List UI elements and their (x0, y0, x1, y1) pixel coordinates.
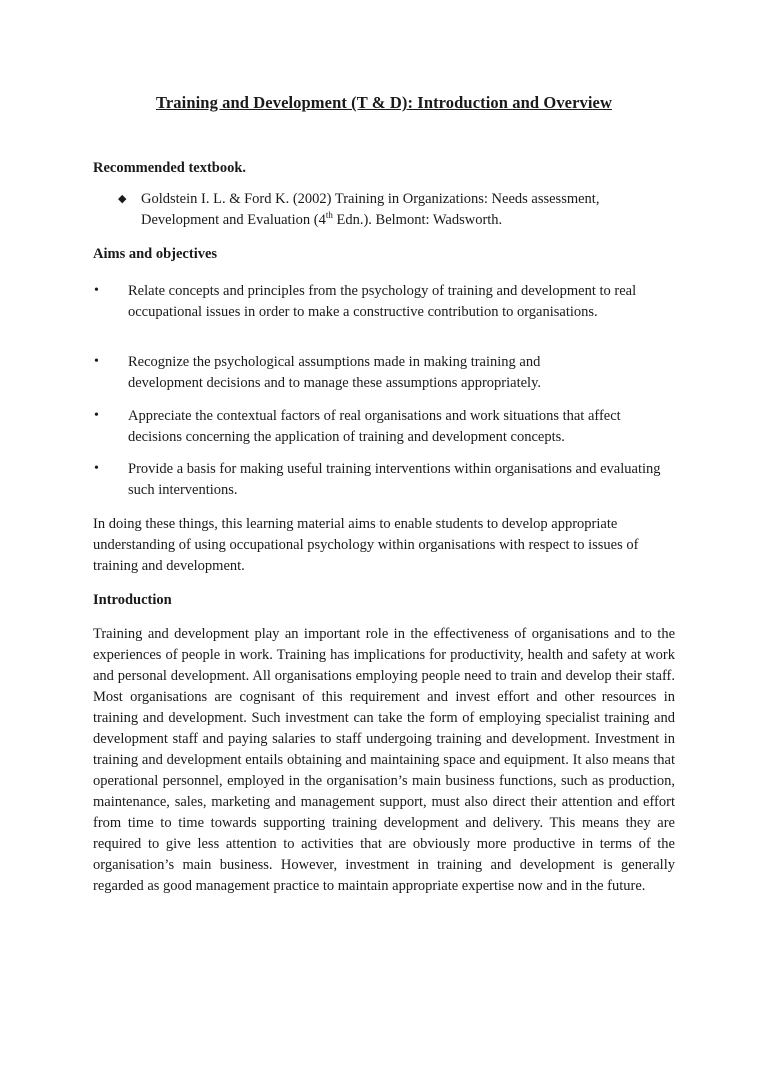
introduction-heading: Introduction (93, 592, 172, 608)
aim-item: Relate concepts and principles from the psychology of training and development to real occupational issues in order to make a constructive contribution to organisations. (128, 283, 637, 320)
round-bullet-icon: • (94, 461, 99, 476)
round-bullet-icon: • (94, 283, 99, 298)
edition-superscript: th (325, 210, 333, 221)
diamond-bullet-icon: ◆ (118, 193, 127, 205)
aim-item: Recognize the psychological assumptions made in making training and development decisions and to manage these assumptions appropriately. (128, 354, 542, 391)
round-bullet-icon: • (94, 354, 99, 369)
textbook-heading: Recommended textbook. (93, 160, 247, 176)
textbook-entry-text-end: Edn.). Belmont: Wadsworth. (332, 212, 503, 228)
aim-item: Appreciate the contextual factors of real organisations and work situations that affect decisions concerning the application of training and development concepts. (128, 408, 621, 445)
aims-summary: In doing these things, this learning material aims to enable students to develop appropriate understanding of using occupational psychology within organisations with respect to issues of training and development. (93, 516, 639, 574)
aims-heading: Aims and objectives (93, 246, 218, 262)
document-title: Training and Development (T & D): Introduction and Overview (156, 93, 612, 112)
aim-item: Provide a basis for making useful training interventions within organisations and evaluating such interventions. (128, 461, 661, 498)
textbook-entry-text: Goldstein I. L. & Ford K. (2002) Training in Organizations: Needs assessment, Development and Evaluation (4 (141, 191, 600, 228)
textbook-entry (141, 189, 661, 231)
introduction-paragraph: Training and development play an important role in the effectiveness of organisations and to the experiences of people in work. Training has implications for productivity, health and safety at work and personal development. All organisations employing people need to train and develop their staff. Most organisations are cognisant of this requirement and invest effort and other resources in training and development. Such investment can take the form of employing specialist training and development staff and paying salaries to staff undergoing training and development. Investment in training and development entails obtaining and maintaining space and equipment. It also means that operational personnel, employed in the organisation’s main business functions, such as production, maintenance, sales, marketing and management support, must also direct their attention and effort from time to time towards supporting training development and delivery. This means they are required to give less attention to activities that are obviously more productive in terms of the organisation’s main business. However, investment in training and development is generally regarded as good management practice to maintain appropriate expertise now and in the future. (93, 626, 675, 894)
round-bullet-icon: • (94, 408, 99, 423)
